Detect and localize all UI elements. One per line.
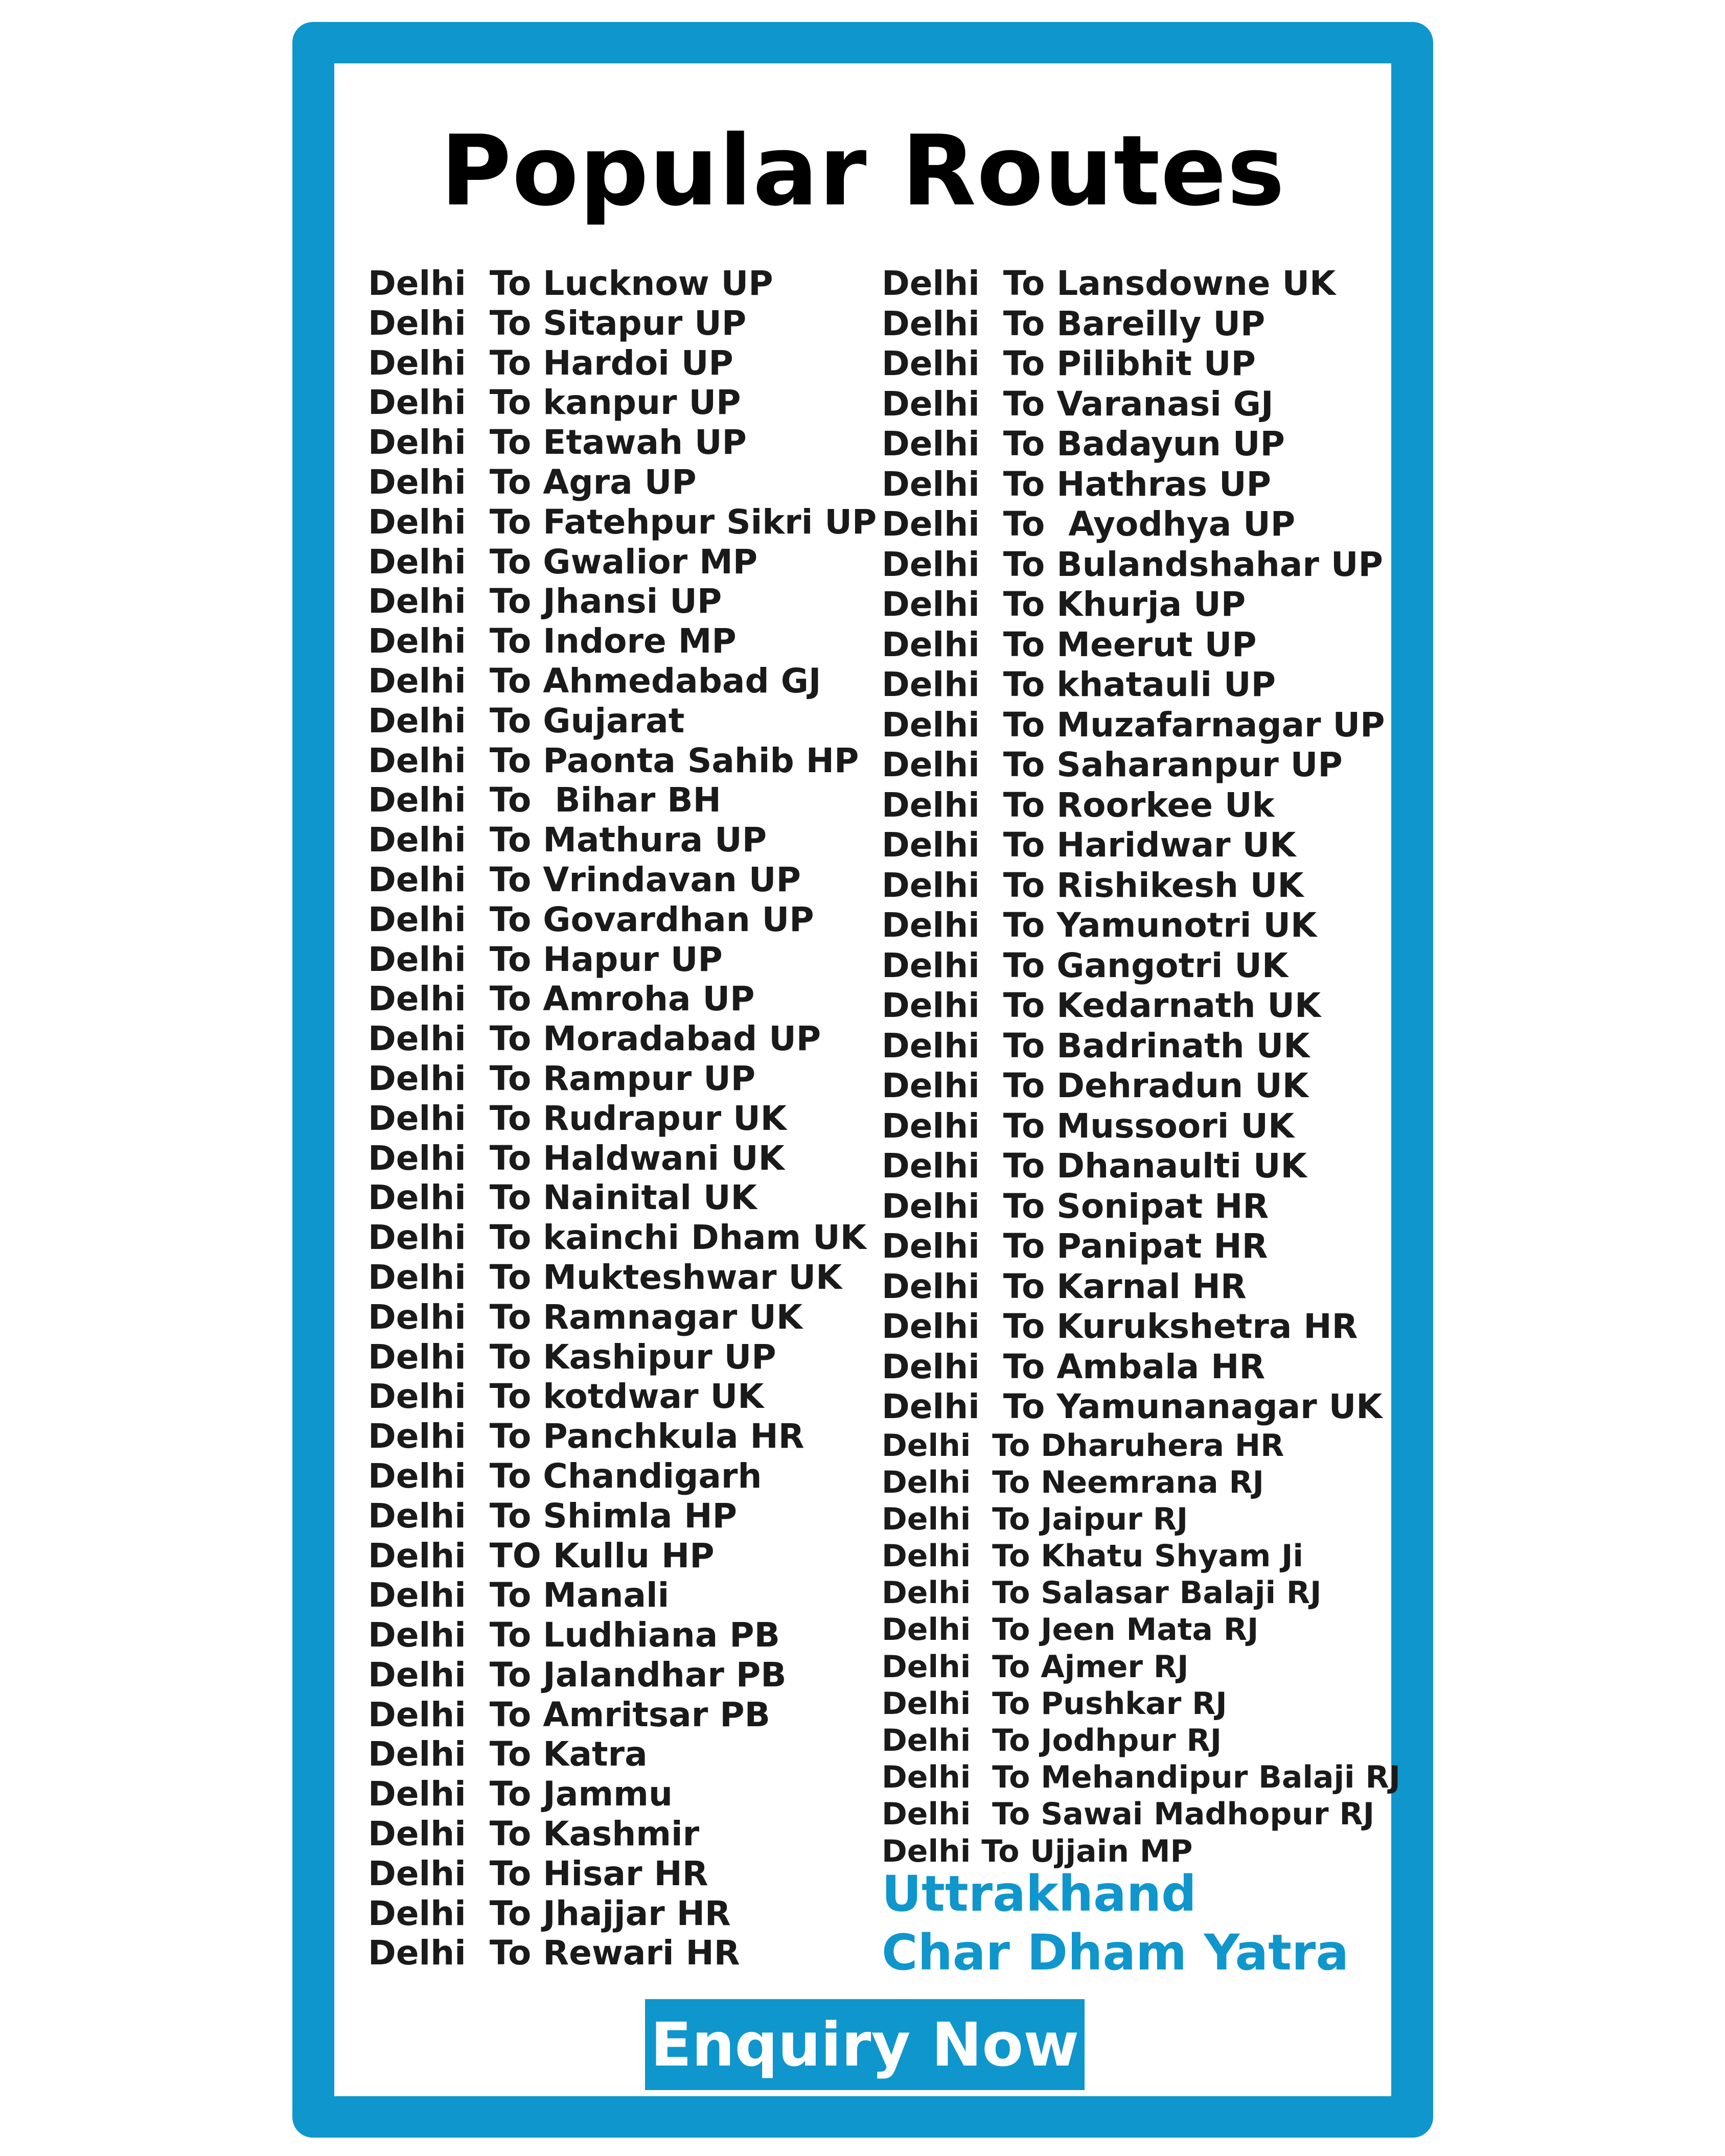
route-item: Delhi To Ambala HR	[882, 1347, 1266, 1386]
route-item: Delhi To Varanasi GJ	[882, 384, 1274, 424]
route-item: Delhi To Vrindavan UP	[368, 860, 801, 899]
route-item: Delhi To Gujarat	[368, 701, 685, 740]
route-item: Delhi To Panipat HR	[882, 1226, 1268, 1266]
char-dham-yatra-heading: Char Dham Yatra	[882, 1924, 1349, 1981]
route-item: Delhi To Salasar Balaji RJ	[882, 1575, 1322, 1611]
route-item: Delhi To Sitapur UP	[368, 303, 747, 343]
route-item: Delhi To Pushkar RJ	[882, 1685, 1227, 1722]
route-item: Delhi To Rudrapur UK	[368, 1098, 787, 1138]
route-item: Delhi To kainchi Dham UK	[368, 1218, 866, 1258]
route-item: Delhi To Gangotri UK	[882, 945, 1289, 985]
route-item: Delhi To Chandigarh	[368, 1456, 762, 1496]
route-item: Delhi To Ujjain MP	[882, 1833, 1193, 1869]
route-item: Delhi To Kashipur UP	[368, 1337, 776, 1377]
route-item: Delhi To Rishikesh UK	[882, 865, 1304, 905]
route-item: Delhi To Mussoori UK	[882, 1106, 1295, 1146]
route-item: Delhi To Lansdowne UK	[882, 264, 1336, 303]
route-item: Delhi To Badayun UP	[882, 424, 1285, 463]
uttrakhand-heading: Uttrakhand	[882, 1865, 1197, 1922]
route-item: Delhi To Fatehpur Sikri UP	[368, 502, 877, 542]
route-item: Delhi To Khatu Shyam Ji	[882, 1538, 1303, 1574]
right-route-list	[882, 264, 1400, 1870]
route-item: Delhi To Kurukshetra HR	[882, 1307, 1358, 1346]
route-item: Delhi To Amroha UP	[368, 979, 755, 1019]
route-item: Delhi To Mehandipur Balaji RJ	[882, 1759, 1400, 1796]
route-item: Delhi To Lucknow UP	[368, 264, 773, 303]
route-item: Delhi To Indore MP	[368, 621, 737, 661]
route-item: Delhi To Hisar HR	[368, 1853, 708, 1893]
route-item: Delhi To Rampur UP	[368, 1058, 756, 1098]
route-item: Delhi To Jeen Mata RJ	[882, 1612, 1259, 1648]
route-item: Delhi To Badrinath UK	[882, 1026, 1310, 1065]
route-item: Delhi To Ahmedabad GJ	[368, 661, 821, 701]
route-item: Delhi To Mukteshwar UK	[368, 1257, 842, 1297]
route-item: Delhi To Katra	[368, 1734, 648, 1774]
route-item: Delhi To Hathras UP	[882, 464, 1271, 504]
route-item: Delhi To Moradabad UP	[368, 1019, 821, 1059]
route-item: Delhi To Rewari HR	[368, 1933, 740, 1973]
route-item: Delhi To Sonipat HR	[882, 1186, 1269, 1226]
route-item: Delhi To Saharanpur UP	[882, 745, 1343, 784]
route-item: Delhi To Yamunotri UK	[882, 906, 1317, 945]
route-item: Delhi To kanpur UP	[368, 383, 741, 423]
route-item: Delhi To Dehradun UK	[882, 1066, 1308, 1105]
route-item: Delhi To Roorkee Uk	[882, 785, 1275, 825]
route-item: Delhi To Paonta Sahib HP	[368, 740, 859, 780]
route-item: Delhi To Etawah UP	[368, 423, 747, 462]
route-item: Delhi To Jalandhar PB	[368, 1655, 787, 1695]
route-item: Delhi To Nainital UK	[368, 1178, 757, 1218]
route-item: Delhi To Ludhiana PB	[368, 1615, 780, 1655]
route-item: Delhi To Ramnagar UK	[368, 1297, 803, 1337]
route-item: Delhi To Manali	[368, 1575, 670, 1615]
route-item: Delhi To Kedarnath UK	[882, 986, 1321, 1025]
route-item: Delhi To Jammu	[368, 1774, 673, 1814]
route-item: Delhi To Ajmer RJ	[882, 1649, 1189, 1685]
route-item: Delhi TO Kullu HP	[368, 1536, 715, 1575]
route-item: Delhi To Bareilly UP	[882, 304, 1266, 343]
route-item: Delhi To Neemrana RJ	[882, 1464, 1264, 1500]
route-item: Delhi To Govardhan UP	[368, 899, 814, 939]
route-item: Delhi To Bulandshahar UP	[882, 544, 1383, 584]
route-item: Delhi To Sawai Madhopur RJ	[882, 1796, 1375, 1833]
route-item: Delhi To Ayodhya UP	[882, 504, 1296, 544]
route-item: Delhi To Agra UP	[368, 462, 697, 502]
route-item: Delhi To Shimla HP	[368, 1496, 737, 1536]
route-item: Delhi To Kashmir	[368, 1814, 700, 1854]
route-item: Delhi To Karnal HR	[882, 1266, 1247, 1306]
left-route-list	[368, 264, 877, 1973]
route-item: Delhi To Jaipur RJ	[882, 1501, 1188, 1537]
route-item: Delhi To Meerut UP	[882, 624, 1257, 664]
route-item: Delhi To Mathura UP	[368, 820, 767, 860]
route-item: Delhi To Dharuhera HR	[882, 1427, 1284, 1464]
route-item: Delhi To Gwalior MP	[368, 542, 758, 582]
route-item: Delhi To Dhanaulti UK	[882, 1146, 1307, 1186]
route-item: Delhi To Bihar BH	[368, 780, 721, 820]
route-item: Delhi To Haldwani UK	[368, 1138, 785, 1178]
enquiry-now-button[interactable]: Enquiry Now	[645, 1999, 1085, 2090]
route-item: Delhi To Jhansi UP	[368, 582, 722, 621]
route-item: Delhi To Yamunanagar UK	[882, 1387, 1383, 1426]
route-item: Delhi To Hapur UP	[368, 939, 723, 979]
route-item: Delhi To Amritsar PB	[368, 1695, 770, 1734]
route-item: Delhi To Panchkula HR	[368, 1417, 804, 1456]
route-item: Delhi To kotdwar UK	[368, 1377, 764, 1417]
route-item: Delhi To Jodhpur RJ	[882, 1723, 1222, 1758]
route-item: Delhi To Muzafarnagar UP	[882, 705, 1385, 745]
route-item: Delhi To Pilibhit UP	[882, 344, 1256, 383]
route-item: Delhi To khatauli UP	[882, 665, 1276, 704]
route-item: Delhi To Hardoi UP	[368, 343, 733, 383]
route-item: Delhi To Haridwar UK	[882, 825, 1296, 865]
route-item: Delhi To Khurja UP	[882, 585, 1246, 624]
page-title: Popular Routes	[440, 114, 1285, 227]
route-item: Delhi To Jhajjar HR	[368, 1893, 731, 1933]
